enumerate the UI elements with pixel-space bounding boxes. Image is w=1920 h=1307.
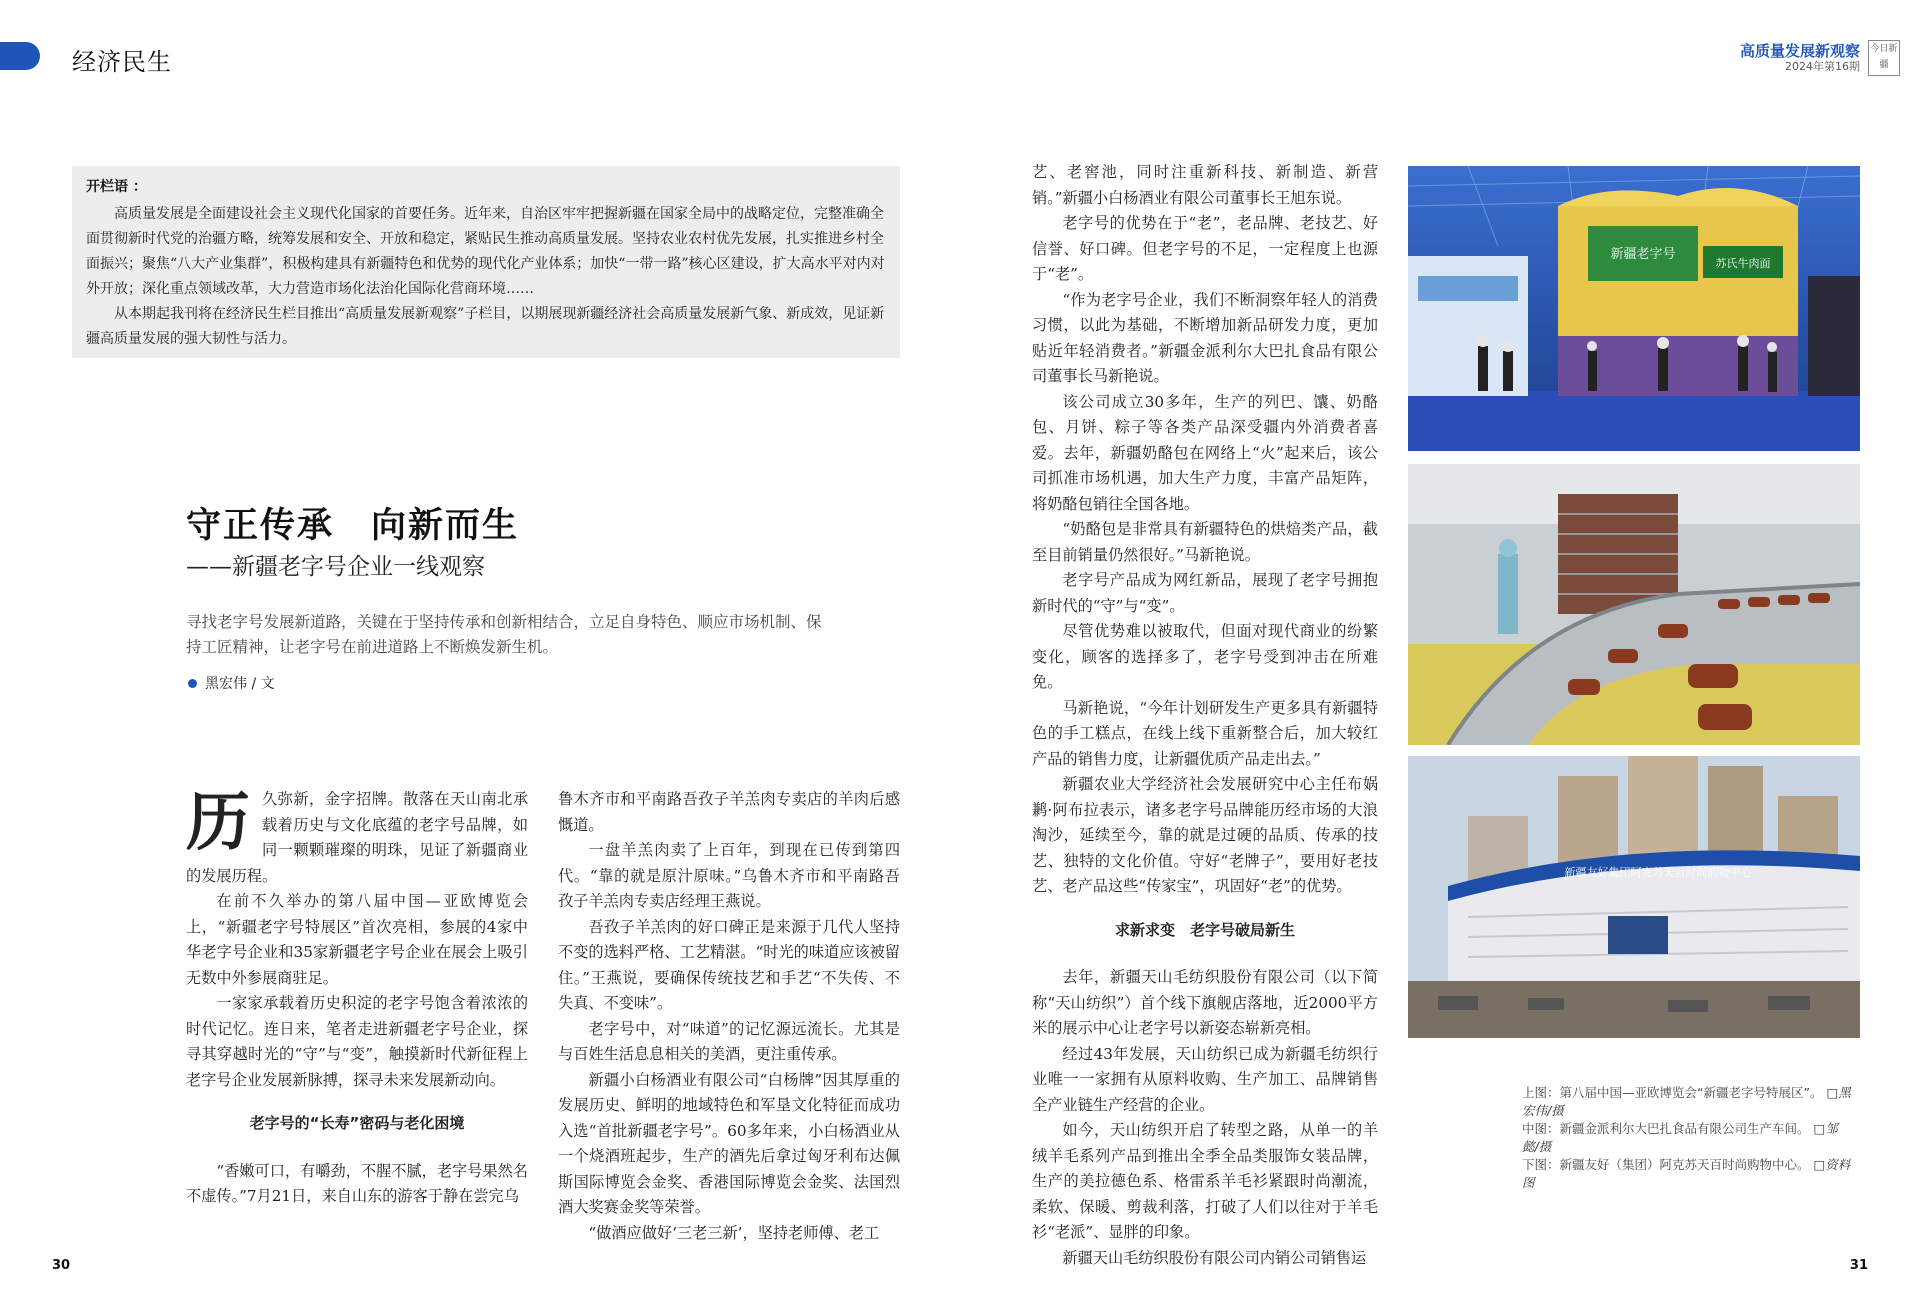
- caption-middle: 中图：新疆金派利尔大巴扎食品有限公司生产车间。 □邹懿/摄: [1522, 1121, 1838, 1154]
- paragraph: 新疆天山毛纺织股份有限公司内销公司销售运: [1062, 1248, 1367, 1267]
- paragraph: 新疆农业大学经济社会发展研究中心主任布娲鹣·阿布拉表示，诸多老字号品牌能历经市场的大浪淘沙，延续至今，靠的就是过硬的品质、传承的技艺、独特的文化价值。守好“老牌子”，要用好老技艺、老产品这些“传家宝”，巩固好“老”的优势。: [1032, 775, 1378, 895]
- paragraph: 一盘羊羔肉卖了上百年，到现在已传到第四代。“靠的就是原汁原味。”乌鲁木齐市和平南路吾孜子羊羔肉专卖店经理王燕说。: [558, 841, 900, 910]
- paragraph: “奶酪包是非常具有新疆特色的烘焙类产品，截至目前销量仍然很好。”马新艳说。: [1032, 520, 1378, 564]
- paragraph: 该公司成立30多年，生产的列巴、馕、奶酪包、月饼、粽子等各类产品深受疆内外消费者喜爱。去年，新疆奶酪包在网络上“火”起来后，该公司抓准市场机遇，加大生产力度，丰富产品矩阵，将奶酪包销往全国各地。: [1032, 392, 1378, 513]
- column-header: [1740, 42, 1860, 74]
- author-name: 黑宏伟 / 文: [205, 676, 275, 692]
- bullet-icon: [188, 679, 197, 688]
- lead-paragraph: 历久弥新，金字招牌。散落在天山南北承载着历史与文化底蕴的老字号品牌，如同一颗颗璀璨的明珠，见证了新疆商业的发展历程。: [186, 785, 528, 885]
- photo-bakery-workshop: [1408, 464, 1860, 745]
- photo-captions: [1522, 1084, 1852, 1192]
- photo-shopping-center: [1408, 756, 1860, 1038]
- drop-cap: 历: [186, 785, 250, 860]
- caption-bottom: 下图：新疆友好（集团）阿克苏天百时尚购物中心。 □资料图: [1522, 1157, 1851, 1190]
- paragraph: 尽管优势难以被取代，但面对现代商业的纷繁变化，顾客的选择多了，老字号受到冲击在所难免。: [1032, 622, 1378, 691]
- paragraph: 老字号的优势在于“老”，老品牌、老技艺、好信誉、好口碑。但老字号的不足，一定程度上也源于“老”。: [1032, 214, 1378, 283]
- bakery-line-illustration: [1408, 464, 1860, 745]
- text-column-3: [1032, 160, 1378, 1271]
- paragraph: 在前不久举办的第八届中国—亚欧博览会上，“新疆老字号特展区”首次亮相，参展的4家中华老字号企业和35家新疆老字号企业在展会上吸引无数中外参展商驻足。: [186, 892, 528, 987]
- expo-booth-illustration: [1408, 166, 1860, 451]
- paragraph: 吾孜子羊羔肉的好口碑正是来源于几代人坚持不变的选料严格、工艺精湛。“时光的味道应该被留住。”王燕说，要确保传统技艺和手艺“不失传、不失真、不变味”。: [558, 917, 900, 1012]
- booth-sign-1: 新疆老字号: [1610, 247, 1676, 262]
- text-column-2: [558, 787, 900, 1246]
- article-lede: 寻找老字号发展新道路，关键在于坚持传承和创新相结合，立足自身特色、顺应市场机制、保持工匠精神，让老字号在前进道路上不断焕发新生机。: [186, 613, 822, 656]
- intro-paragraph: 从本期起我刊将在经济民生栏目推出“高质量发展新观察”子栏目，以期展现新疆经济社会高质量发展新气象、新成效，见证新疆高质量发展的强大韧性与活力。: [86, 306, 885, 347]
- paragraph: 老字号产品成为网红新品，展现了老字号拥抱新时代的“守”与“变”。: [1032, 571, 1378, 615]
- paragraph: 马新艳说，“今年计划研发生产更多具有新疆特色的手工糕点，在线上线下重新整合后，加大较红产品的销售力度，让新疆优质产品走出去。”: [1032, 698, 1378, 768]
- magazine-logo: 今日新疆: [1868, 40, 1900, 76]
- section-marker: [0, 42, 40, 70]
- intro-label: 开栏语 ：: [86, 179, 147, 195]
- paragraph: 艺、老窖池，同时注重新科技、新制造、新营销。”新疆小白杨酒业有限公司董事长王旭东说。: [1032, 163, 1378, 207]
- text-column-1: [186, 787, 528, 1210]
- column-name: 高质量发展新观察: [1739, 42, 1860, 60]
- byline: [188, 673, 275, 693]
- paragraph: 新疆小白杨酒业有限公司“白杨牌”因其厚重的发展历史、鲜明的地域特色和军垦文化特征而成功入选“首批新疆老字号”。60多年来，小白杨酒业从一个烧酒班起步，生产的酒先后拿过匈牙利布达佩斯国际博览会金奖、香港国际博览会金奖、法国烈酒大奖赛金奖等荣誉。: [558, 1070, 900, 1216]
- paragraph: 去年，新疆天山毛纺织股份有限公司（以下简称“天山纺织”）首个线下旗舰店落地，近2000平方米的展示中心让老字号以新姿态崭新亮相。: [1032, 968, 1378, 1037]
- paragraph: “做酒应做好‘三老三新’，坚持老师傅、老工: [588, 1223, 880, 1242]
- photo-credit: □黑宏伟/摄: [1522, 1085, 1851, 1118]
- paragraph: 鲁木齐市和平南路吾孜子羊羔肉专卖店的羊肉后感慨道。: [558, 790, 900, 834]
- photo-credit: □资料图: [1522, 1157, 1851, 1190]
- caption-top: 上图：第八届中国—亚欧博览会“新疆老字号特展区”。 □黑宏伟/摄: [1522, 1085, 1851, 1118]
- page-number-left: 30: [52, 1258, 71, 1273]
- issue-number: 2024年第16期: [1785, 60, 1860, 73]
- paragraph: 经过43年发展，天山纺织已成为新疆毛纺织行业唯一一家拥有从原料收购、生产加工、品牌销售全产业链生产经营的企业。: [1032, 1044, 1378, 1114]
- paragraph: 老字号中，对“味道”的记忆源远流长。尤其是与百姓生活息息相关的美酒，更注重传承。: [558, 1019, 900, 1063]
- column-intro-box: [72, 166, 900, 358]
- paragraph: 一家家承载着历史积淀的老字号饱含着浓浓的时代记忆。连日来，笔者走进新疆老字号企业，探寻其穿越时光的“守”与“变”，触摸新时代新征程上老字号企业发展新脉搏，探寻未来发展新动向。: [186, 994, 528, 1089]
- page-number-right: 31: [1849, 1258, 1868, 1273]
- photo-credit: □邹懿/摄: [1522, 1121, 1838, 1154]
- section-title: 经济民生: [72, 48, 172, 76]
- paragraph: 如今，天山纺织开启了转型之路，从单一的羊绒羊毛系列产品到推出全季全品类服饰女装品牌，生产的美拉德色系、格雷系羊毛衫紧跟时尚潮流，柔软、保暖、剪裁利落，打破了人们以往对于羊毛衫“老派”、显胖的印象。: [1032, 1121, 1378, 1241]
- booth-sign-2: 苏氏牛肉面: [1715, 257, 1771, 270]
- paragraph: “香嫩可口，有嚼劲，不腥不腻，老字号果然名不虚传。”7月21日，来自山东的游客于静在尝完乌: [186, 1161, 528, 1205]
- section-heading: 求新求变 老字号破局新生: [1114, 920, 1295, 939]
- article-subtitle: ——新疆老字号企业一线观察: [186, 554, 485, 580]
- building-sign: 新疆友好集团阿克苏天百时尚购物中心: [1564, 866, 1752, 879]
- photo-expo-booth: [1408, 166, 1860, 451]
- shopping-center-illustration: [1408, 756, 1860, 1038]
- section-heading: 老字号的“长寿”密码与老化困境: [249, 1114, 465, 1132]
- paragraph: “作为老字号企业，我们不断洞察年轻人的消费习惯，以此为基础，不断增加新品研发力度，更加贴近年轻消费者。”新疆金派利尔大巴扎食品有限公司董事长马新艳说。: [1032, 290, 1378, 385]
- intro-paragraph: 高质量发展是全面建设社会主义现代化国家的首要任务。近年来，自治区牢牢把握新疆在国家全局中的战略定位，完整准确全面贯彻新时代党的治疆方略，统筹发展和安全、开放和稳定，紧贴民生推动高质量发展。坚持农业农村优先发展，扎实推进乡村全面振兴；聚焦“八大产业集群”，积极构建具有新疆特色和优势的现代化产业体系；加快“一带一路”核心区建设，扩大高水平对内对外开放；深化重点领域改革，大力营造市场化法治化国际化营商环境……: [86, 206, 885, 297]
- article-title: 守正传承 向新而生: [186, 506, 520, 546]
